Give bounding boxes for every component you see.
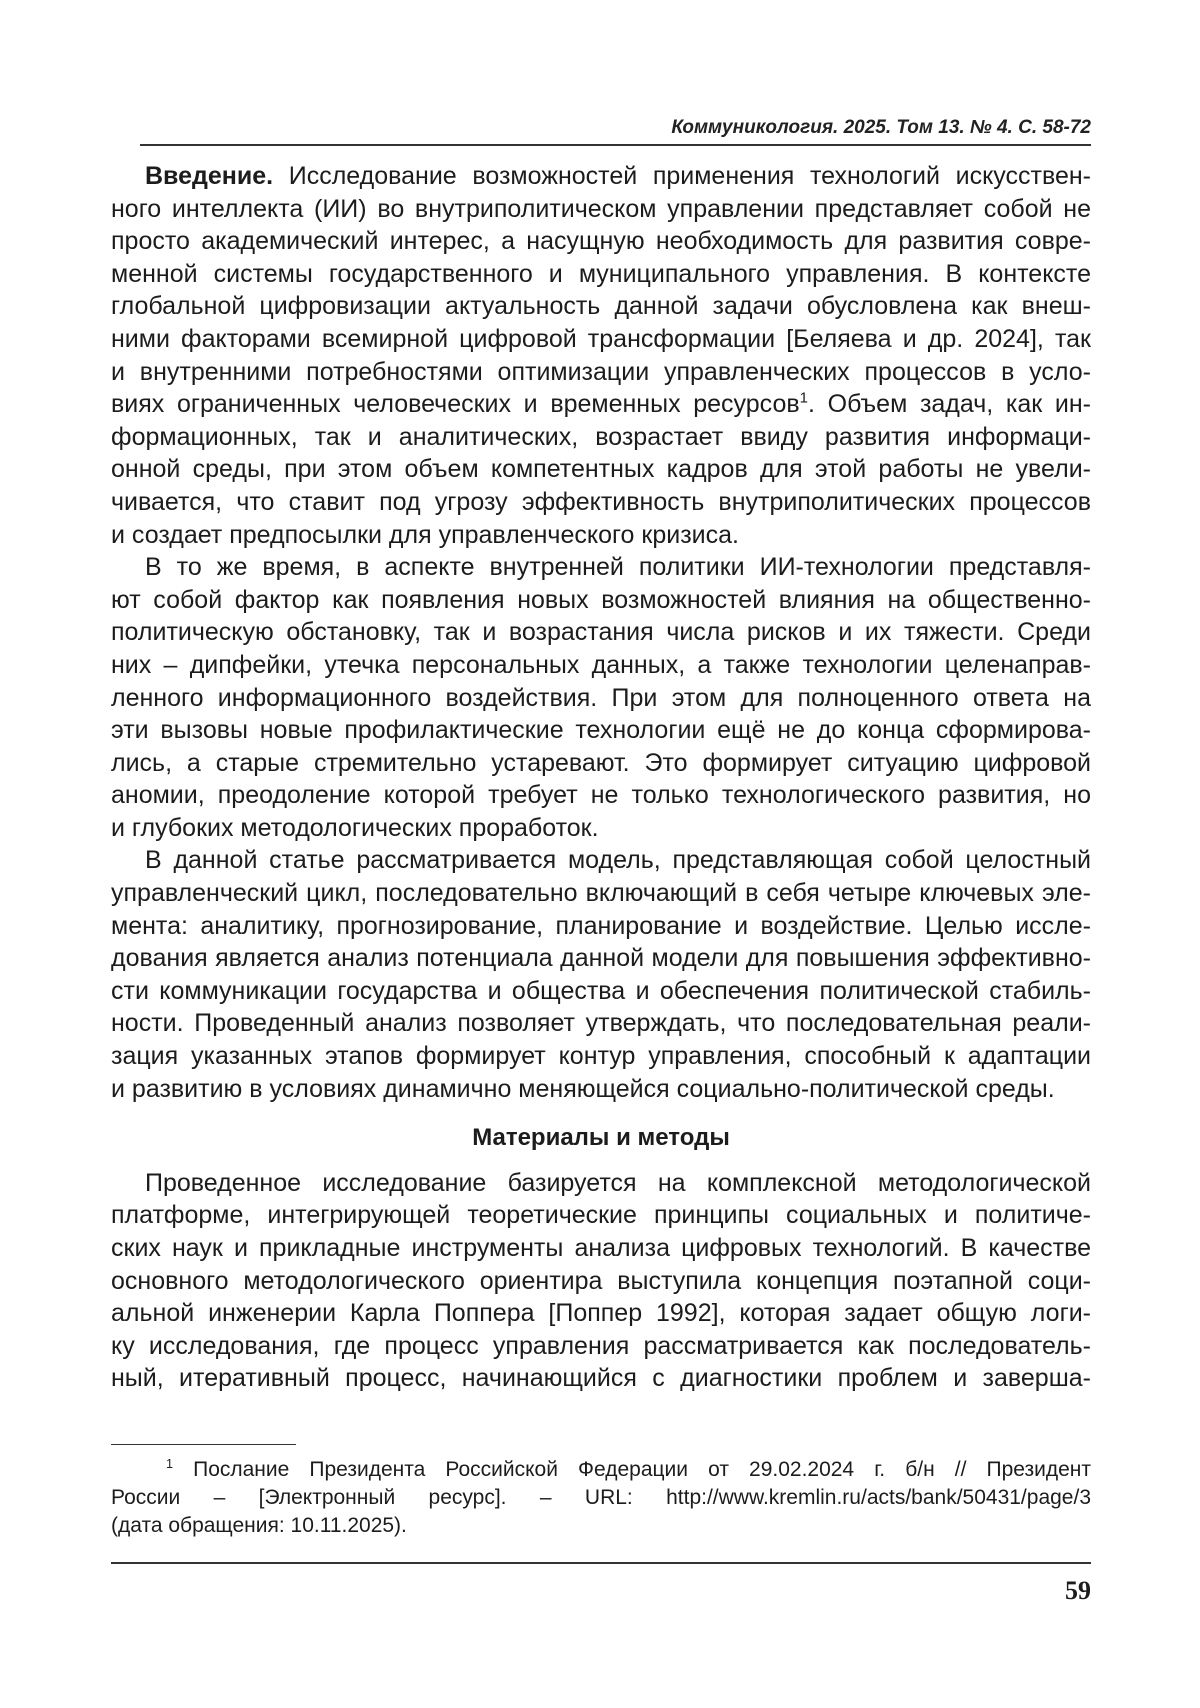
text-line: мента: аналитику, прогнозирование, планирование и воздействие. Целью иссле- [111, 911, 1091, 940]
text-line: и создает предпосылки для управленческого кризиса. [111, 520, 739, 549]
text-line: эти вызовы новые профилактические технологии ещё не до конца сформирова- [111, 716, 1091, 745]
text-line: В то же время, в аспекте внутренней политики ИИ-технологии представля- [145, 553, 1091, 582]
text-line: ленного информационного воздействия. При этом для полноценного ответа на [111, 683, 1091, 712]
text-line: ских наук и прикладные инструменты анализа цифровых технологий. В качестве [111, 1234, 1091, 1262]
methods-paragraph-1 [111, 1167, 1091, 1395]
footnotes [111, 1456, 1091, 1540]
footnote-marker: 1 [166, 1457, 174, 1471]
footnote-line[interactable]: России – [Электронный ресурс]. – URL: http://www.kremlin.ru/acts/bank/50431/page/3 [111, 1486, 1091, 1509]
text-line: основного методологического ориентира выступила концепция поэтапной соци- [111, 1266, 1091, 1295]
text-line: политическую обстановку, так и возрастания числа рисков и их тяжести. Среди [111, 618, 1091, 647]
text-line: чивается, что ставит под угрозу эффективность внутриполитических процессов [111, 487, 1091, 516]
text-line: аномии, преодоление которой требует не только технологического развития, но [111, 781, 1091, 810]
text-line: просто академический интерес, а насущную необходимость для развития совре- [111, 227, 1091, 256]
text-line: альной инженерии Карла Поппера [Поппер 1992], которая задает общую логи- [111, 1299, 1091, 1328]
text-line: ку исследования, где процесс управления рассматривается как последователь- [111, 1331, 1091, 1360]
intro-paragraph-1 [111, 160, 1091, 551]
text-line: глобальной цифровизации актуальность данной задачи обусловлена как внеш- [111, 292, 1091, 321]
article-body [111, 160, 1091, 1395]
text-line: виях ограниченных человеческих и временных ресурсов$^1$. Объем задач, как ин- [111, 389, 1091, 419]
intro-paragraph-3 [111, 844, 1091, 1105]
text-line: ности. Проведенный анализ позволяет утверждать, что последовательная реали- [111, 1009, 1091, 1038]
text-line: онной среды, при этом объем компетентных кадров для этой работы не увели- [111, 455, 1091, 484]
text-line: лись, а старые стремительно устаревают. Это формирует ситуацию цифровой [111, 748, 1091, 777]
page-number: 59 [1065, 1576, 1091, 1605]
footnote-rule [111, 1444, 296, 1445]
footer-rule [111, 1562, 1091, 1564]
text-line: них – дипфейки, утечка персональных данных, а также технологии целенаправ- [111, 650, 1091, 679]
text-line: и развитию в условиях динамично меняющейся социально-политической среды. [111, 1074, 1055, 1103]
text-line: платформе, интегрирующей теоретические принципы социальных и политиче- [111, 1201, 1091, 1230]
text-line: Введение. Исследование возможностей применения технологий искусствен- [145, 162, 1091, 190]
header-rule [140, 144, 1091, 146]
footnote-reference[interactable]: 1 [799, 389, 808, 407]
intro-paragraph-2 [111, 551, 1091, 844]
text-line: управленческий цикл, последовательно включающий в себя четыре ключевых эле- [111, 879, 1091, 908]
footnote-line: (дата обращения: 10.11.2025). [111, 1514, 407, 1537]
footnote-line: $^1$ Послание Президента Российской Федерации от 29.02.2024 г. б/н // Президент [166, 1457, 1091, 1481]
text-line: ный, итеративный процесс, начинающийся с диагностики проблем и заверша- [111, 1364, 1091, 1393]
text-line: ного интеллекта (ИИ) во внутриполитическом управлении представляет собой не [111, 194, 1091, 223]
intro-lead-in: Введение. [145, 162, 274, 190]
text-line: менной системы государственного и муниципального управления. В контексте [111, 259, 1091, 288]
text-line: и глубоких методологических проработок. [111, 813, 599, 842]
text-line: дования является анализ потенциала данной модели для повышения эффективно- [111, 944, 1091, 973]
text-line: В данной статье рассматривается модель, представляющая собой целостный [145, 846, 1091, 875]
text-line: ют собой фактор как появления новых возможностей влияния на общественно- [111, 585, 1091, 614]
running-head: Коммуникология. 2025. Том 13. № 4. С. 58-72 [671, 117, 1091, 138]
section-heading: Материалы и методы [472, 1124, 730, 1152]
text-line: сти коммуникации государства и общества и обеспечения политической стабиль- [111, 976, 1091, 1005]
text-line: и внутренними потребностями оптимизации управленческих процессов в усло- [111, 357, 1091, 386]
text-line: Проведенное исследование базируется на комплексной методологической [145, 1168, 1091, 1197]
text-line: ними факторами всемирной цифровой трансформации [Беляева и др. 2024], так [111, 324, 1091, 353]
text-line: зация указанных этапов формирует контур управления, способный к адаптации [111, 1042, 1091, 1071]
text-line: формационных, так и аналитических, возрастает ввиду развития информаци- [111, 422, 1091, 451]
